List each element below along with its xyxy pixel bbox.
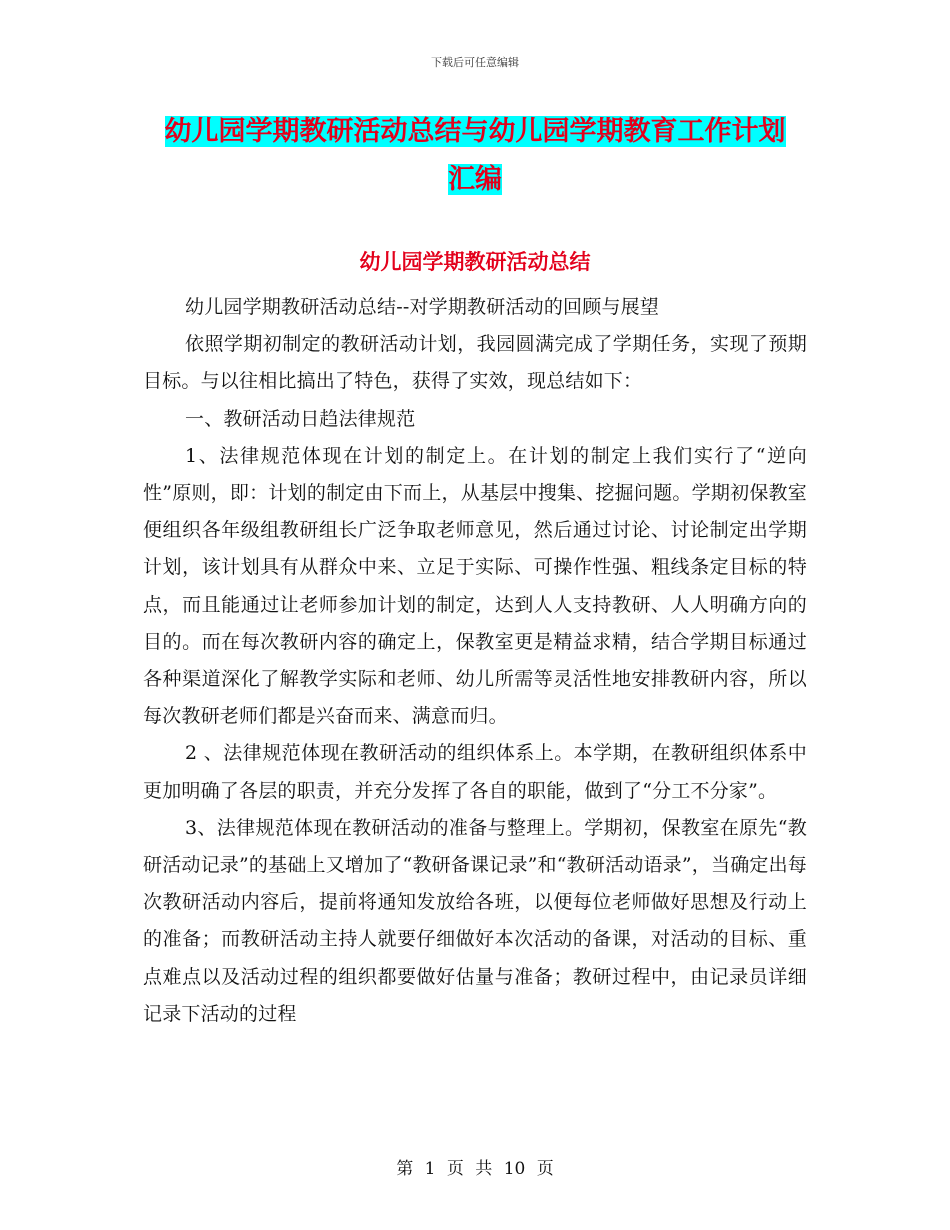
document-body — [143, 289, 807, 1033]
paragraph: 幼儿园学期教研活动总结--对学期教研活动的回顾与展望 — [185, 296, 660, 318]
title-line-2: 汇编 — [448, 164, 502, 195]
header-note: 下载后可任意编辑 — [431, 56, 519, 69]
paragraph: 1、法律规范体现在计划的制定上。在计划的制定上我们实行了“逆向性”原则，即：计划的制定由下而上，从基层中搜集、挖掘问题。学期初保教室便组织各年级组教研组长广泛争取老师意见，然后通过讨论、讨论制定出学期计划，该计划具有从群众中来、立足于实际、可操作性强、粗线条定目标的特点，而且能通过让老师参加计划的制定，达到人人支持教研、人人明确方向的目的。而在每次教研内容的确定上，保教室更是精益求精，结合学期目标通过各种渠道深化了解教学实际和老师、幼儿所需等灵活性地安排教研内容，所以每次教研老师们都是兴奋而来、满意而归。 — [143, 444, 807, 728]
paragraph: 依照学期初制定的教研活动计划，我园圆满完成了学期任务，实现了预期目标。与以往相比搞出了特色，获得了实效，现总结如下： — [143, 333, 807, 393]
paragraph: 3、法律规范体现在教研活动的准备与整理上。学期初，保教室在原先“教研活动记录”的基础上又增加了“教研备课记录”和“教研活动语录”，当确定出每次教研活动内容后，提前将通知发放给各班，以便每位老师做好思想及行动上的准备；而教研活动主持人就要仔细做好本次活动的备课，对活动的目标、重点难点以及活动过程的组织都要做好估量与准备；教研过程中，由记录员详细记录下活动的过程 — [143, 816, 807, 1025]
document-title — [140, 108, 810, 204]
paragraph: 一、教研活动日趋法律规范 — [185, 407, 416, 430]
page-number: 第 1 页 共 10 页 — [396, 1159, 554, 1179]
title-line-1: 幼儿园学期教研活动总结与幼儿园学期教育工作计划 — [164, 116, 786, 147]
paragraph: 2 、法律规范体现在教研活动的组织体系上。本学期，在教研组织体系中更加明确了各层的职责，并充分发挥了各自的职能，做到了“分工不分家”。 — [143, 742, 807, 802]
section-title: 幼儿园学期教研活动总结 — [359, 250, 591, 274]
